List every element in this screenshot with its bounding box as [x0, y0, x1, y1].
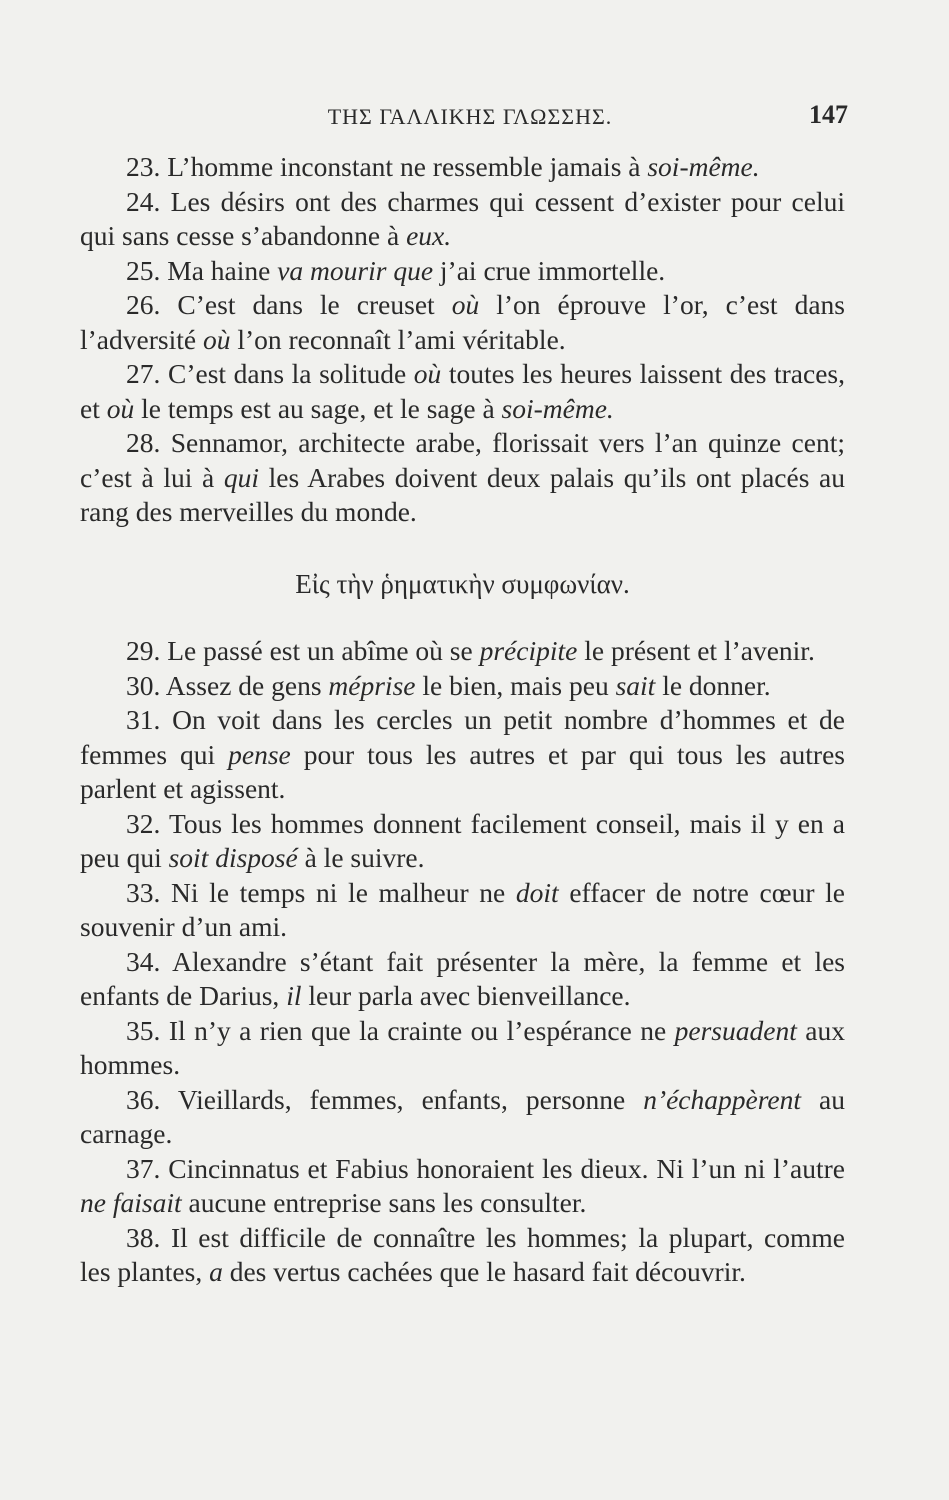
sentence-number: 33. [126, 876, 161, 908]
sentence-number: 36. [126, 1083, 161, 1115]
sentence-38 [80, 1221, 845, 1290]
sentence-35 [80, 1014, 845, 1083]
sentence-text: Sennamor, architecte arabe, florissait vers l’an quinze cent; c’est à lui à [80, 427, 846, 493]
section-title: Εἰς τὴν ῥηματικὴν συμφωνίαν. [295, 568, 630, 599]
sentence-29 [80, 634, 845, 669]
sentence-text: des vertus cachées que le hasard fait découvrir. [222, 1256, 746, 1287]
emphasized-text: où [202, 323, 231, 355]
emphasized-text: où [106, 392, 135, 424]
sentence-32 [80, 807, 845, 876]
sentence-number: 34. [126, 945, 161, 977]
sentence-number: 37. [126, 1152, 161, 1184]
sentence-text: au carnage. [80, 1083, 845, 1149]
sentence-text: Les désirs ont des charmes qui cessent d’exister pour celui qui sans cesse s’abandonne à [80, 185, 845, 251]
sentence-number: 30. [126, 669, 161, 701]
sentence-text: C’est dans le creuset [177, 289, 452, 320]
emphasized-text: où [451, 289, 480, 320]
sentence-28 [80, 426, 845, 530]
emphasized-text: méprise [328, 669, 416, 701]
sentence-36 [80, 1083, 845, 1152]
sentence-text: C’est dans la solitude [167, 358, 414, 389]
emphasized-text: ne faisait [80, 1187, 182, 1218]
sentence-30 [80, 669, 845, 704]
emphasized-text: il [286, 980, 302, 1011]
sentence-34 [80, 945, 845, 1014]
sentence-33 [80, 876, 845, 945]
sentence-number: 38. [126, 1221, 161, 1253]
page-body [80, 150, 845, 1290]
emphasized-text: eux. [406, 220, 452, 251]
sentence-number: 27. [126, 358, 161, 389]
sentence-24 [80, 185, 845, 254]
sentence-text: Il n’y a rien que la crainte ou l’espérance ne [168, 1014, 675, 1046]
sentence-number: 28. [126, 427, 161, 458]
sentence-text: l’on reconnaît l’ami véritable. [230, 323, 566, 355]
sentence-text: le donner. [655, 669, 771, 701]
sentence-text: j’ai crue immortelle. [433, 254, 666, 286]
sentence-number: 29. [126, 635, 161, 666]
sentence-text: le temps est au sage, et le sage à [134, 392, 502, 424]
emphasized-text: précipite [479, 635, 578, 666]
sentence-text: Tous les hommes donnent facilement conseil, mais il y en a peu qui [80, 807, 845, 873]
sentence-text: toutes les heures laissent des traces, et [80, 358, 845, 424]
sentences-part-2 [80, 634, 845, 1290]
emphasized-text: soit disposé [168, 842, 298, 873]
sentence-number: 35. [126, 1014, 161, 1046]
sentence-text: Vieillards, femmes, enfants, personne [177, 1083, 644, 1115]
sentence-text: les Arabes doivent deux palais qu’ils ont placés au rang des merveilles du monde. [80, 461, 845, 527]
sentence-27 [80, 357, 845, 426]
emphasized-text: sait [615, 669, 656, 701]
sentence-text: pour tous les autres et par qui tous les autres parlent et agissent. [80, 738, 845, 804]
sentence-25 [80, 254, 845, 289]
sentence-text: le bien, mais peu [415, 669, 616, 701]
sentence-text: aucune entreprise sans les consulter. [181, 1187, 587, 1218]
running-title: ΤΗΣ ΓΑΛΛΙΚΗΣ ΓΛΩΣΣΗΣ. [327, 104, 613, 129]
emphasized-text: où [413, 358, 442, 389]
sentence-number: 24. [126, 185, 161, 217]
sentence-number: 31. [126, 704, 161, 735]
running-header [92, 100, 848, 136]
emphasized-text: doit [515, 876, 559, 908]
emphasized-text: qui [223, 461, 259, 493]
sentence-37 [80, 1152, 845, 1221]
sentence-number: 32. [126, 807, 161, 839]
emphasized-text: pense [228, 738, 291, 770]
sentence-text: Le passé est un abîme où se [167, 635, 480, 666]
sentence-text: le présent et l’avenir. [577, 635, 815, 666]
emphasized-text: soi-même. [501, 392, 614, 424]
page-number: 147 [809, 100, 848, 129]
sentence-text: On voit dans les cercles un petit nombre d’hommes et de femmes qui [80, 704, 846, 770]
sentence-23 [80, 150, 845, 185]
sentence-text: Ni le temps ni le malheur ne [171, 876, 516, 908]
sentence-text: leur parla avec bienveillance. [301, 980, 631, 1011]
emphasized-text: persuadent [674, 1014, 797, 1046]
sentence-text: L’homme inconstant ne ressemble jamais à [167, 151, 648, 182]
emphasized-text: va mourir que [277, 254, 434, 286]
sentence-text: à le suivre. [297, 842, 425, 873]
sentence-text: Ma haine [167, 254, 278, 286]
emphasized-text: n’échappèrent [643, 1083, 801, 1115]
sentence-text: l’on éprouve l’or, c’est dans l’adversité [80, 289, 846, 355]
sentence-number: 26. [126, 289, 161, 320]
sentence-text: Il est difficile de connaître les hommes; la plupart, comme les plantes, [80, 1221, 846, 1287]
sentence-26 [80, 288, 845, 357]
sentence-text: Cincinnatus et Fabius honoraient les dieux. Ni l’un ni l’autre [168, 1152, 845, 1184]
emphasized-text: a [209, 1256, 223, 1287]
sentence-text: effacer de notre cœur le souvenir d’un ami. [80, 876, 846, 942]
emphasized-text: soi-même. [647, 151, 760, 182]
sentence-31 [80, 703, 845, 807]
sentence-number: 25. [126, 254, 161, 286]
sentence-text: aux hommes. [80, 1014, 846, 1080]
sentences-part-1 [80, 150, 845, 530]
sentence-text: Assez de gens [165, 669, 329, 701]
sentence-text: Alexandre s’étant fait présenter la mère, la femme et les enfants de Darius, [80, 945, 845, 1011]
sentence-number: 23. [126, 151, 161, 182]
